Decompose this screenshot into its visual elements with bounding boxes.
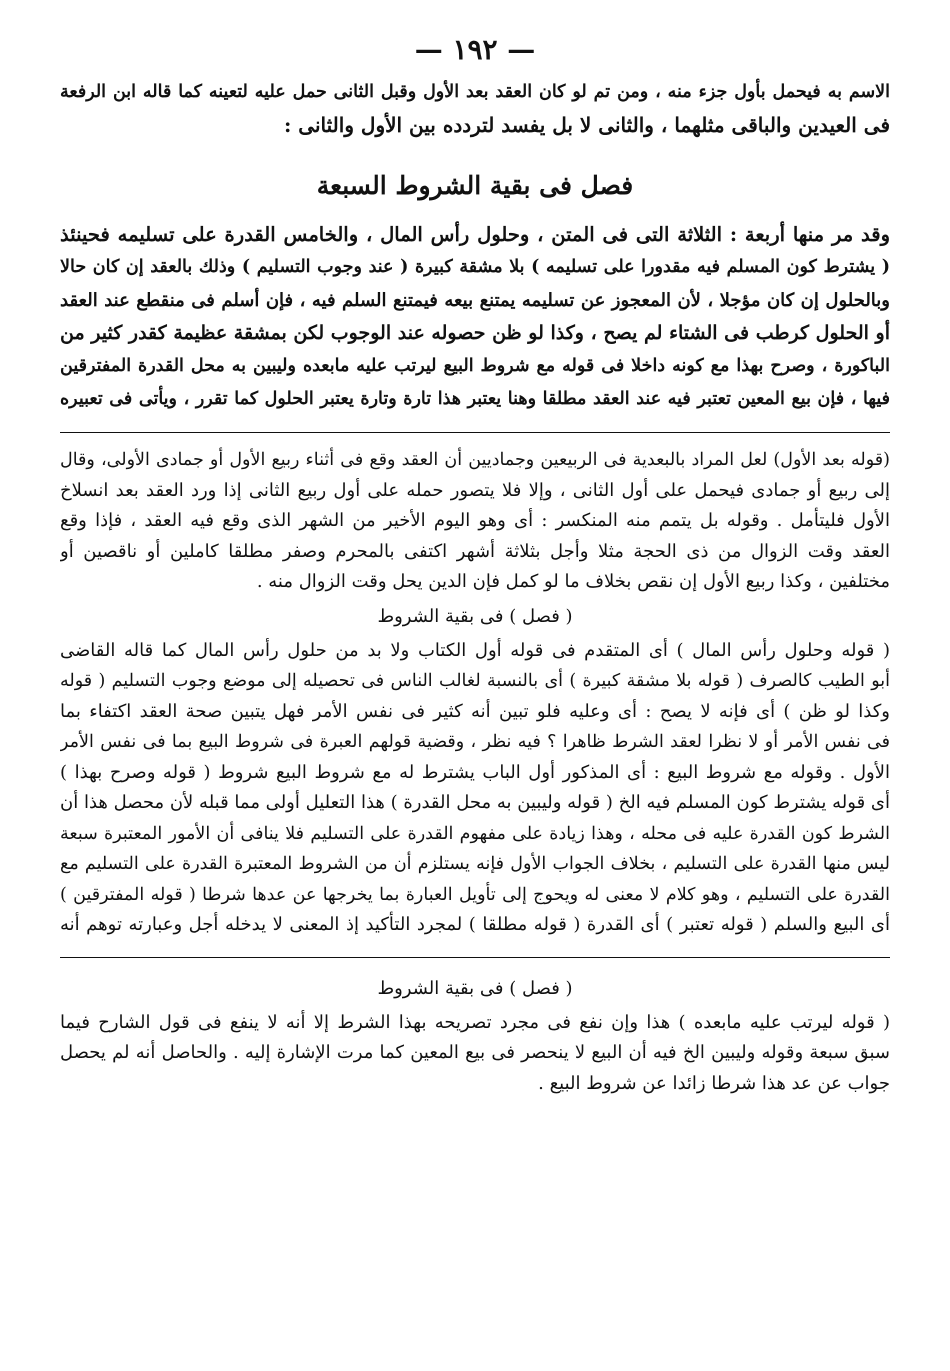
text-line: أى البيع والسلم ( قوله تعتبر ) أى القدرة ( قوله مطلقا ) لمجرد التأكيد إذ المعنى لا يدخله أجل وعبارته توهم أنه xyxy=(60,914,890,935)
text-line: ( قوله ليرتب عليه مابعده ) هذا وإن نفع فى مجرد تصريحه بهذا الشرط إلا أنه لا ينفع فى قول الشارح فيما xyxy=(60,1011,890,1033)
text-line: أو الحلول كرطب فى الشتاء لم يصح ، وكذا لو ظن حصوله عند الوجوب لكن بمشقة عظيمة كقدر كثير من xyxy=(60,322,890,344)
text-line: ( قوله وحلول رأس المال ) أى المتقدم فى قوله أول الكتاب ولا بد من حلول رأس المال كما قاله القاضى xyxy=(60,639,890,661)
main-text xyxy=(60,218,890,416)
text-line: ( يشترط كون المسلم فيه مقدورا على تسليمه ) بلا مشقة كبيرة ( عند وجوب التسليم ) وذلك بالعقد إن كان حالا xyxy=(60,257,890,277)
text-line: أبو الطيب كالصرف ( قوله بلا مشقة كبيرة ) أى بالنسبة لغالب الناس فى تحصيله إلى موضع وجوب التسليم ( قوله xyxy=(60,671,890,691)
text-line: فى نفس الأمر أو لا نظرا لعقد الشرط ظاهرا ؟ فيه نظر ، وقضية قولهم العبرة فى شروط البيع بما فى نفس الأمر xyxy=(60,732,890,752)
text-line: ليس منها القدرة على التسليم ، بخلاف الجواب الأول فإنه يستلزم أن من الشروط المعتبرة القدرة على التسليم مع xyxy=(60,854,890,874)
text-line: أى قوله يشترط كون المسلم فيه الخ ( قوله وليبين به محل القدرة ) هذا التعليل أولى مما قبله لأن محصل هذا أن xyxy=(60,792,890,813)
text-line: جواب عن عد هذا شرطا زائدا عن شروط البيع . xyxy=(538,1072,890,1094)
text-line: القدرة على التسليم ، وهو كلام لا معنى له ويحوج إلى تأويل العبارة بما يخرجها عن عدها شرطا ( قوله المفترقين ) xyxy=(60,884,890,905)
text-line: وبالحلول إن كان مؤجلا ، لأن المعجوز عن تسليمه يمتنع بيعه فيمتنع السلم فيه ، فإن أسلم فى منقطع عند العقد xyxy=(60,290,890,311)
footnote-divider xyxy=(60,432,890,433)
text-line: الاسم به فيحمل بأول جزء منه ، ومن تم لو كان العقد بعد الأول وقبل الثانى حمل عليه لتعينه كما قاله ابن الرفعة xyxy=(60,82,890,102)
text-line: سبق سبعة وقوله وليبين الخ فيه أن البيع لا ينحصر فى بيع المعين كما مرت الإشارة إليه . والحاصل أنه لم يحصل xyxy=(60,1042,890,1063)
text-line: مختلفين ، وكذا ربيع الأول إن نقص بخلاف ما لو كمل فإن الدين يحل وقت الزوال منه . xyxy=(256,571,890,592)
commentary-block-3 xyxy=(60,1008,890,1100)
text-line: الأول . وقوله مع شروط البيع : أى المذكور أول الباب يشترط له مع شروط البيع شروط ( قوله وصرح بهذا ) xyxy=(60,761,890,783)
text-line: الباكورة ، وصرح بهذا مع كونه داخلا فى قوله مع شروط البيع ليرتب عليه مابعده وليبين به محل القدرة المفترقين xyxy=(60,356,890,376)
sub-heading-2: ( فصل ) فى بقية الشروط xyxy=(377,977,573,999)
text-line: (قوله بعد الأول) لعل المراد بالبعدية فى الربيعين وجماديين أن العقد وقع فى أثناء ربيع الأول أو جمادى الأولى، وقال xyxy=(60,450,890,470)
text-line: وقد مر منها أربعة : الثلاثة التى فى المتن ، وحلول رأس المال ، والخامس القدرة على تسليمه فحينئذ xyxy=(60,223,890,246)
top-text xyxy=(60,76,890,142)
text-line: فيها ، فإن بيع المعين تعتبر فيه عند العقد مطلقا وهنا يعتبر هذا تارة وتارة يعتبر الحلول كما تقرر ، ويأتى فى تعبيره xyxy=(60,389,890,409)
text-line: فى العيدين والباقى مثلهما ، والثانى لا بل يفسد لتردده بين الأول والثانى : xyxy=(283,113,890,137)
sub-heading-1: ( فصل ) فى بقية الشروط xyxy=(377,605,573,627)
commentary-block-2 xyxy=(60,636,890,941)
section-divider xyxy=(60,957,890,958)
text-line: الشرط كون القدرة عليه فى محله ، وهذا زيادة على مفهوم القدرة على التسليم فلا ينافى أن الأمور المعتبرة سبعة xyxy=(60,823,890,844)
text-line: الأول فليتأمل . وقوله بل يتمم منه المنكسر : أى وهو اليوم الأخير من الشهر الذى وقع فيه العقد ، فإذا وقع xyxy=(60,510,890,531)
text-line: إلى ربيع أو جمادى فيحمل على أول الثانى ، وإلا فلا يتصور حمله على أول ربيع الثانى إذا ورد العقد بعد انسلاخ xyxy=(60,479,890,501)
text-line: العقد وقت الزوال من ذى الحجة مثلا وأجل بثلاثة أشهر اكتفى بالمحرم وصفر مطلقا كاملين أو ناقصين أو xyxy=(60,540,890,562)
page-number: — ١٩٢ — xyxy=(414,33,536,66)
text-line: وكذا لو ظن ) أى فإنه لا يصح : أى وعليه فلو تبين أنه كثير فى نفس الأمر فهل يتبين صحة العقد اكتفاء بما xyxy=(60,700,890,722)
commentary-block-1 xyxy=(60,445,890,598)
section-title: فصل فى بقية الشروط السبعة xyxy=(316,171,634,200)
book-page xyxy=(60,30,890,1350)
